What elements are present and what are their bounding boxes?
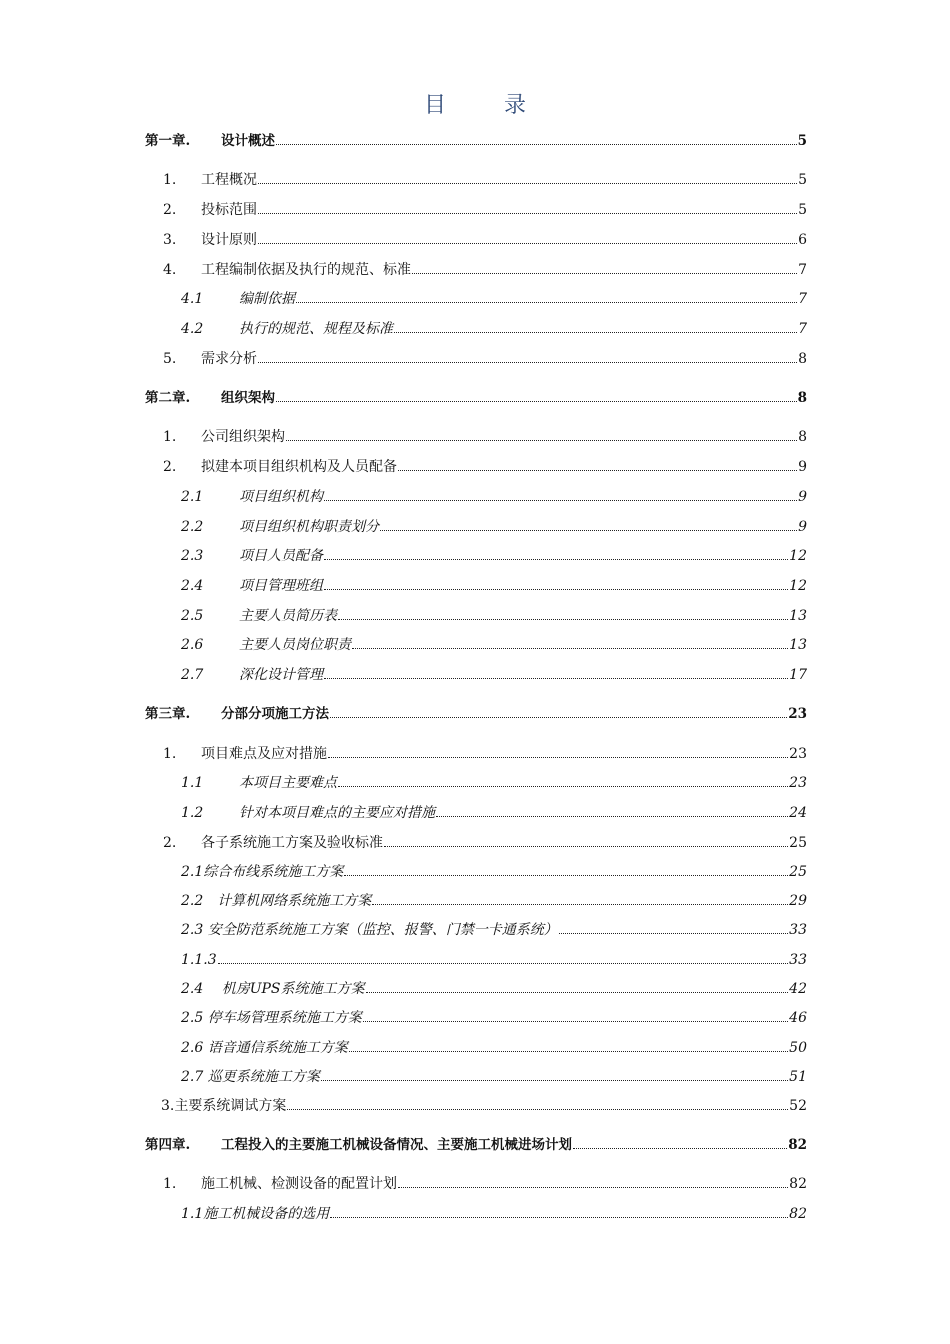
toc-entry-number: 1.2 [181,805,204,821]
dot-leader [384,834,788,847]
toc-entry-title: 项目管理班组 [239,578,323,594]
dot-leader [258,231,797,244]
toc-title-part1: 目 [423,93,446,118]
toc-entry-title: 分部分项施工方法 [221,706,329,722]
toc-entry-title: 项目人员配备 [239,548,323,564]
toc-entry[interactable] [181,892,807,910]
toc-entry-page-number: 5 [798,172,807,188]
toc-entry[interactable] [181,804,807,822]
toc-entry-number: 第一章. [145,133,191,149]
dot-leader [344,863,788,876]
toc-entry-page-number: 23 [788,706,807,722]
toc-entry-number: 4. [163,262,177,278]
dot-leader [366,980,789,993]
dot-leader [258,201,797,214]
toc-entry[interactable] [181,607,807,625]
toc-entry[interactable] [161,171,807,189]
toc-entry-title: 本项目主要难点 [239,775,337,791]
dot-leader [286,428,797,441]
toc-entry-page-number: 51 [789,1069,807,1085]
toc-entry[interactable] [181,518,807,536]
toc-entry-title: 2.4 机房UPS系统施工方案 [181,981,365,997]
toc-entry[interactable] [145,705,807,723]
toc-entry-title: 需求分析 [201,351,257,367]
dot-leader [276,389,797,402]
dot-leader [258,171,797,184]
toc-entry-title: 工程投入的主要施工机械设备情况、主要施工机械进场计划 [221,1137,572,1153]
toc-entry[interactable] [161,428,807,446]
dot-leader [338,607,788,620]
dot-leader [372,892,788,905]
toc-entry-number: 2. [163,459,177,475]
toc-entry-number: 4.2 [181,321,204,337]
toc-entry-title: 2.7 巡更系统施工方案 [181,1069,320,1085]
dot-leader [324,547,788,560]
dot-leader [276,132,797,145]
toc-entry-title: 设计原则 [201,232,257,248]
toc-entry-number: 2.2 [181,519,204,535]
toc-title-part2: 录 [504,93,527,118]
toc-entry[interactable] [181,320,807,338]
dot-leader [559,921,788,934]
dot-leader [436,804,788,817]
toc-entry-page-number: 6 [798,232,807,248]
toc-entry-page-number: 5 [798,202,807,218]
toc-entry-number: 1. [163,746,177,762]
toc-entry-page-number: 8 [798,351,807,367]
toc-entry[interactable] [181,774,807,792]
toc-entry-number: 2.6 [181,637,204,653]
toc-entry[interactable] [181,636,807,654]
toc-entry-page-number: 50 [789,1040,807,1056]
toc-entry-title: 主要人员简历表 [239,608,337,624]
toc-entry-number: 1. [163,172,177,188]
toc-entry-page-number: 12 [789,578,807,594]
toc-entry-page-number: 33 [789,922,807,938]
toc-entry-title: 主要人员岗位职责 [239,637,351,653]
toc-entry-number: 第三章. [145,706,191,722]
dot-leader [321,1068,788,1081]
dot-leader [412,261,797,274]
toc-entry-title: 2.2 计算机网络系统施工方案 [181,893,372,909]
toc-entry-page-number: 9 [798,519,807,535]
toc-entry-page-number: 23 [789,775,807,791]
toc-entry[interactable] [145,132,807,150]
toc-entry[interactable] [181,290,807,308]
toc-entry-page-number: 8 [798,429,807,445]
toc-entry-page-number: 52 [789,1098,807,1114]
toc-entry-page-number: 29 [789,893,807,909]
toc-entry-number: 第二章. [145,390,191,406]
toc-entry-title: 设计概述 [221,133,275,149]
toc-entry-title: 拟建本项目组织机构及人员配备 [201,459,397,475]
toc-entry-page-number: 82 [788,1137,807,1153]
toc-entry[interactable] [161,834,807,852]
toc-entry[interactable] [181,921,807,939]
toc-entry-title: 3.主要系统调试方案 [161,1098,287,1114]
toc-entry-page-number: 12 [789,548,807,564]
toc-entry-page-number: 25 [789,864,807,880]
toc-entry-title: 工程概况 [201,172,257,188]
toc-entry-title: 公司组织架构 [201,429,285,445]
toc-entry-title: 2.3 安全防范系统施工方案（监控、报警、门禁一卡通系统） [181,922,558,938]
toc-entry-page-number: 9 [798,489,807,505]
toc-entry-number: 第四章. [145,1137,191,1153]
dot-leader [363,1009,788,1022]
toc-entry-page-number: 13 [789,608,807,624]
toc-entry-number: 2. [163,835,177,851]
toc-entry[interactable] [181,1009,807,1027]
toc-entry-page-number: 5 [797,133,807,149]
toc-entry[interactable] [181,577,807,595]
toc-entry-page-number: 9 [798,459,807,475]
toc-entry[interactable] [181,666,807,684]
toc-entry-number: 1. [163,429,177,445]
toc-entry[interactable] [161,745,807,763]
dot-leader [296,290,797,303]
toc-entry-title: 各子系统施工方案及验收标准 [201,835,383,851]
toc-entry-number: 1. [163,1176,177,1192]
toc-entry-page-number: 24 [789,805,807,821]
toc-entry-page-number: 7 [798,262,807,278]
toc-entry[interactable] [145,1136,807,1154]
toc-entry-page-number: 13 [789,637,807,653]
toc-entry[interactable] [181,1039,807,1057]
toc-entry-title: 2.6 语音通信系统施工方案 [181,1040,348,1056]
toc-entry-page-number: 23 [789,746,807,762]
toc-entry-number: 1.1 [181,775,204,791]
dot-leader [330,1205,788,1218]
toc-entry-title: 深化设计管理 [239,667,323,683]
toc-entry-number: 2. [163,202,177,218]
toc-entry-page-number: 7 [798,291,807,307]
toc-entry-page-number: 7 [798,321,807,337]
toc-entry[interactable] [181,863,807,881]
dot-leader [330,705,787,718]
toc-entry-number: 4.1 [181,291,204,307]
toc-entry-title: 2.5 停车场管理系统施工方案 [181,1010,362,1026]
toc-entry-title: 针对本项目难点的主要应对措施 [239,805,435,821]
toc-entry[interactable] [181,547,807,565]
toc-entry[interactable] [181,488,807,506]
dot-leader [398,458,797,471]
toc-entry-title: 工程编制依据及执行的规范、标准 [201,262,411,278]
toc-entry[interactable] [161,1175,807,1193]
dot-leader [218,951,789,964]
dot-leader [324,488,797,501]
toc-entry-page-number: 42 [789,981,807,997]
toc-entry[interactable] [161,261,807,279]
toc-entry[interactable] [161,1097,807,1115]
toc-entry-page-number: 82 [789,1176,807,1192]
dot-leader [398,1175,788,1188]
toc-entry-page-number: 17 [789,667,807,683]
toc-entry[interactable] [161,201,807,219]
toc-entry-title: 投标范围 [201,202,257,218]
dot-leader [380,518,797,531]
toc-entry-title: 1.1施工机械设备的选用 [181,1206,330,1222]
toc-entry-title: 施工机械、检测设备的配置计划 [201,1176,397,1192]
toc-title [0,88,950,119]
toc-entry-number: 2.4 [181,578,204,594]
toc-entry-title: 编制依据 [239,291,295,307]
toc-entry-title: 执行的规范、规程及标准 [239,321,393,337]
dot-leader [338,774,788,787]
toc-entry[interactable] [161,231,807,249]
dot-leader [287,1097,788,1110]
toc-entry-title: 1.1.3 [181,952,217,968]
dot-leader [352,636,788,649]
toc-entry[interactable] [181,980,807,998]
toc-entry[interactable] [181,1205,807,1223]
dot-leader [349,1039,788,1052]
toc-entry-page-number: 82 [789,1206,807,1222]
toc-entry-page-number: 46 [789,1010,807,1026]
dot-leader [258,350,797,363]
toc-entry-number: 2.5 [181,608,204,624]
toc-entry[interactable] [181,1068,807,1086]
dot-leader [324,666,788,679]
toc-entry-number: 5. [163,351,177,367]
toc-entry-page-number: 25 [789,835,807,851]
toc-entry-title: 项目难点及应对措施 [201,746,327,762]
toc-entry-number: 2.7 [181,667,204,683]
toc-entry-title: 组织架构 [221,390,275,406]
toc-entry-number: 3. [163,232,177,248]
toc-entry-number: 2.3 [181,548,204,564]
toc-entry-title: 2.1综合布线系统施工方案 [181,864,344,880]
dot-leader [328,745,788,758]
toc-entry-page-number: 33 [789,952,807,968]
toc-entry[interactable] [161,458,807,476]
toc-entry[interactable] [181,951,807,969]
dot-leader [324,577,788,590]
toc-entry[interactable] [161,350,807,368]
toc-entry-title: 项目组织机构 [239,489,323,505]
toc-entry-title: 项目组织机构职责划分 [239,519,379,535]
toc-entry[interactable] [145,389,807,407]
dot-leader [573,1136,787,1149]
toc-entry-number: 2.1 [181,489,204,505]
dot-leader [394,320,797,333]
toc-entry-page-number: 8 [797,390,807,406]
